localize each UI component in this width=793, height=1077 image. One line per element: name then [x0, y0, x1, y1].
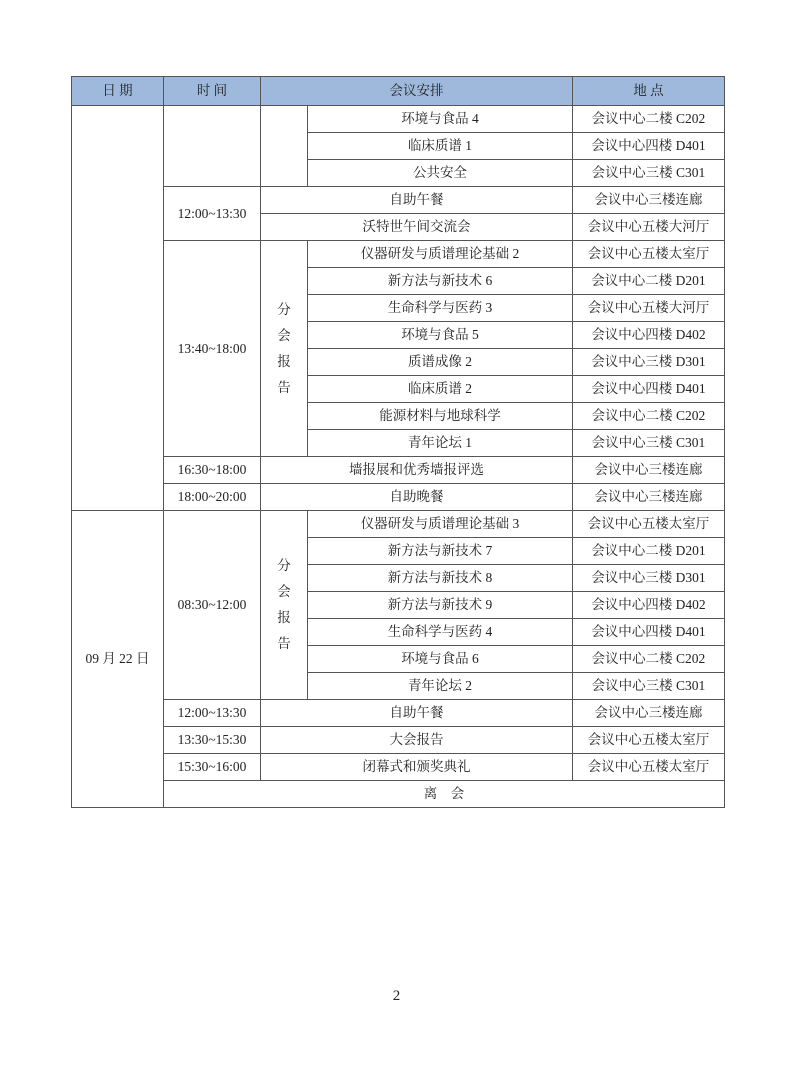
depart-cell: 离 会: [164, 781, 725, 808]
session-label-char: 会: [277, 327, 291, 343]
table-row: [72, 106, 725, 133]
event-location: 会议中心三楼连廊: [573, 700, 725, 727]
session-title: 公共安全: [308, 160, 573, 187]
session-title: 质谱成像 2: [308, 349, 573, 376]
date-cell-day1: [72, 106, 164, 511]
event-title: 自助午餐: [261, 700, 573, 727]
session-title: 临床质谱 1: [308, 133, 573, 160]
session-title: 能源材料与地球科学: [308, 403, 573, 430]
session-label-char: 报: [277, 353, 291, 369]
session-title: 仪器研发与质谱理论基础 3: [308, 511, 573, 538]
date-cell-day2: 09 月 22 日: [72, 511, 164, 808]
time-cell: 18:00~20:00: [164, 484, 261, 511]
table-row: [72, 754, 725, 781]
time-cell: 16:30~18:00: [164, 457, 261, 484]
header-date: 日 期: [72, 77, 164, 106]
session-title: 环境与食品 5: [308, 322, 573, 349]
time-cell: 13:40~18:00: [164, 241, 261, 457]
session-title: 新方法与新技术 6: [308, 268, 573, 295]
time-cell-morning-cont: [164, 106, 261, 187]
time-cell: 12:00~13:30: [164, 187, 261, 241]
session-location: 会议中心三楼 C301: [573, 673, 725, 700]
session-location: 会议中心三楼 D301: [573, 349, 725, 376]
header-location: 地 点: [573, 77, 725, 106]
session-location: 会议中心二楼 D201: [573, 268, 725, 295]
session-location: 会议中心四楼 D402: [573, 322, 725, 349]
event-title: 自助午餐: [261, 187, 573, 214]
table-row: [72, 241, 725, 268]
table-row: [72, 781, 725, 808]
table-row: [72, 484, 725, 511]
session-title: 仪器研发与质谱理论基础 2: [308, 241, 573, 268]
session-title: 青年论坛 2: [308, 673, 573, 700]
page-number: 2: [392, 988, 401, 1004]
event-location: 会议中心五楼大河厅: [573, 214, 725, 241]
session-location: 会议中心二楼 C202: [573, 106, 725, 133]
event-title: 闭幕式和颁奖典礼: [261, 754, 573, 781]
session-location: 会议中心四楼 D402: [573, 592, 725, 619]
session-title: 新方法与新技术 7: [308, 538, 573, 565]
table-row: [72, 457, 725, 484]
event-title: 墙报展和优秀墙报评选: [261, 457, 573, 484]
session-label-char: 会: [277, 584, 291, 599]
session-title: 新方法与新技术 9: [308, 592, 573, 619]
session-location: 会议中心三楼 C301: [573, 430, 725, 457]
table-row: [72, 700, 725, 727]
session-location: 会议中心二楼 D201: [573, 538, 725, 565]
time-cell: 15:30~16:00: [164, 754, 261, 781]
session-title: 新方法与新技术 8: [308, 565, 573, 592]
session-location: 会议中心四楼 D401: [573, 619, 725, 646]
session-location: 会议中心五楼太室厅: [573, 511, 725, 538]
event-title: 自助晚餐: [261, 484, 573, 511]
session-location: 会议中心五楼太室厅: [573, 241, 725, 268]
session-label-char: 告: [277, 379, 291, 395]
event-location: 会议中心三楼连廊: [573, 457, 725, 484]
session-title: 生命科学与医药 3: [308, 295, 573, 322]
session-label-char: 告: [277, 636, 291, 651]
header-time: 时 间: [164, 77, 261, 106]
session-label-cell: [261, 241, 308, 457]
table-row: [72, 187, 725, 214]
session-location: 会议中心二楼 C202: [573, 403, 725, 430]
session-title: 生命科学与医药 4: [308, 619, 573, 646]
session-location: 会议中心五楼大河厅: [573, 295, 725, 322]
session-title: 临床质谱 2: [308, 376, 573, 403]
event-location: 会议中心三楼连廊: [573, 484, 725, 511]
event-location: 会议中心五楼太室厅: [573, 727, 725, 754]
session-location: 会议中心三楼 C301: [573, 160, 725, 187]
schedule-table: [71, 76, 725, 808]
time-cell: 08:30~12:00: [164, 511, 261, 700]
header-row: [72, 77, 725, 106]
time-cell: 13:30~15:30: [164, 727, 261, 754]
session-location: 会议中心二楼 C202: [573, 646, 725, 673]
time-cell: 12:00~13:30: [164, 700, 261, 727]
event-location: 会议中心五楼太室厅: [573, 754, 725, 781]
session-location: 会议中心三楼 D301: [573, 565, 725, 592]
session-title: 环境与食品 6: [308, 646, 573, 673]
event-location: 会议中心三楼连廊: [573, 187, 725, 214]
session-label-char: 报: [277, 610, 291, 625]
session-label-cell: [261, 511, 308, 700]
header-agenda: 会议安排: [261, 77, 573, 106]
event-title: 沃特世午间交流会: [261, 214, 573, 241]
session-label-char: 分: [277, 301, 291, 317]
table-row: [72, 511, 725, 538]
session-location: 会议中心四楼 D401: [573, 376, 725, 403]
session-label-char: 分: [277, 558, 291, 573]
session-location: 会议中心四楼 D401: [573, 133, 725, 160]
session-title: 环境与食品 4: [308, 106, 573, 133]
session-label-cell-empty: [261, 106, 308, 187]
table-row: [72, 727, 725, 754]
session-title: 青年论坛 1: [308, 430, 573, 457]
event-title: 大会报告: [261, 727, 573, 754]
